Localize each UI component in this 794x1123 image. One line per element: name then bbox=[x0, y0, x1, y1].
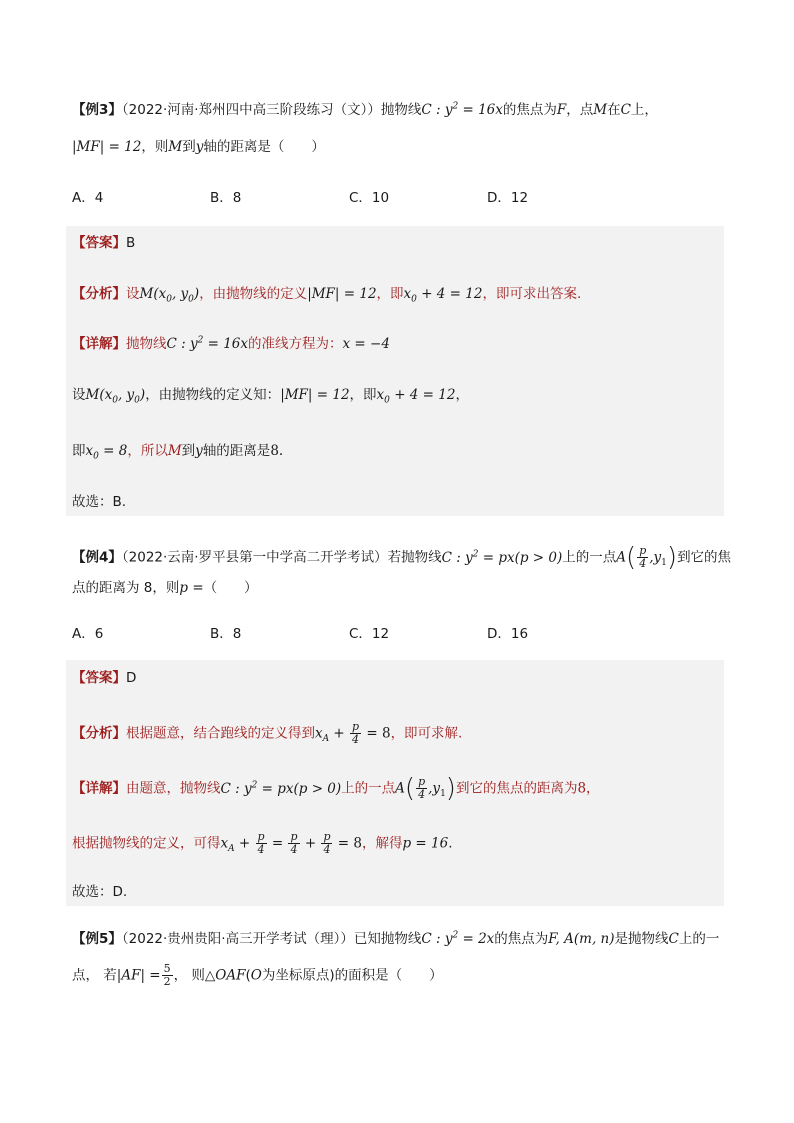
ex4-detail: 【详解】由题意，抛物线C : $y^2 = px(p > 0)$上的一点A( $\frac{p}{4}$ $,y_1$)到它的焦点的距离为8， bbox=[72, 773, 600, 804]
ex4-var-a: A bbox=[616, 549, 627, 566]
ex3-equation: C : $y^2 = 16x$ bbox=[421, 101, 503, 118]
ex3-eq-part: = 16x bbox=[203, 336, 249, 352]
ex3-point-part: M(x bbox=[85, 387, 113, 403]
ex3-analysis-text: 设 bbox=[126, 286, 140, 302]
ex4-frac-den: 4 bbox=[257, 843, 265, 856]
ex3-text: 的焦点为 bbox=[502, 102, 557, 118]
ex4-text: 若抛物线 bbox=[387, 549, 442, 566]
ex3-mf: |MF| = 12 bbox=[72, 139, 142, 155]
ex5-text: 已知抛物线 bbox=[353, 931, 422, 947]
ex4-cond: p > 0 bbox=[298, 780, 336, 797]
ex3-eq-lhs: C : y bbox=[421, 102, 453, 118]
ex3-option-b[interactable]: B．8 bbox=[210, 190, 242, 206]
ex3-detail-text: 设 bbox=[72, 387, 86, 403]
ex3-point-part: ) bbox=[193, 286, 200, 302]
ex3-eq-part: + 4 = 12 bbox=[389, 387, 456, 403]
ex4-eq-part: = 8 bbox=[333, 835, 362, 852]
ex3-answer bbox=[72, 233, 135, 253]
ex4-eq-part: = 8 bbox=[362, 725, 391, 742]
ex4-detail-text: ，解得 bbox=[361, 835, 403, 852]
ex4-text: 点的距离为 8，则 bbox=[72, 580, 180, 596]
ex3-point-part: ) bbox=[139, 387, 146, 403]
ex3-eq-rhs: = 16x bbox=[458, 102, 503, 118]
ex3-question-line2 bbox=[72, 137, 325, 157]
ex4-var-x: x bbox=[315, 725, 323, 742]
ex3-detail-text: 到 bbox=[181, 443, 196, 459]
ex4-source: （2022·云南·罗平县第一中学高二开学考试） bbox=[121, 549, 388, 566]
ex5-var-c: C bbox=[668, 931, 679, 947]
ex3-answer-tag: 【答案】 bbox=[72, 235, 126, 251]
ex4-answer bbox=[72, 668, 136, 688]
ex3-var-m: M bbox=[168, 139, 183, 155]
ex4-analysis-text: ，即可求解. bbox=[390, 725, 463, 742]
ex4-eq-part: C : y bbox=[220, 780, 252, 797]
ex4-text: 到它的焦 bbox=[677, 549, 732, 566]
ex3-eq-part: + 4 = 12 bbox=[416, 286, 483, 302]
ex3-detail-text: 抛物线 bbox=[126, 336, 167, 352]
ex3-detail-text: ，所以 bbox=[127, 443, 168, 459]
ex3-text: 上， bbox=[630, 102, 658, 118]
ex4-analysis-text: 根据题意，结合跑线的定义得到 bbox=[126, 725, 315, 742]
ex4-frac-den: 4 bbox=[639, 557, 647, 570]
ex3-analysis-text: ，即可求出答案. bbox=[482, 286, 582, 302]
ex3-analysis bbox=[72, 284, 581, 304]
ex4-frac bbox=[350, 721, 361, 746]
ex5-question-line2 bbox=[72, 963, 443, 988]
ex3-text: 到 bbox=[182, 139, 196, 155]
ex4-frac-num: p bbox=[257, 830, 265, 843]
ex3-solution-box bbox=[66, 226, 724, 516]
ex4-frac bbox=[416, 776, 427, 801]
ex3-detail-mf: |MF| = 12 bbox=[280, 387, 350, 403]
ex3-option-a[interactable]: A．4 bbox=[72, 190, 104, 206]
ex4-question-line2 bbox=[72, 578, 258, 598]
ex5-eq-part: C : y bbox=[421, 931, 453, 947]
ex4-frac-den: 4 bbox=[323, 843, 331, 856]
ex5-points: F, A(m, n) bbox=[548, 931, 615, 947]
ex4-detail-line2: 根据抛物线的定义，可得$x_A$ + $\frac{p}{4}$ = $\frac{p}{4}$ + $\frac{p}{4}$ = 8，解得p = 16. bbox=[72, 830, 453, 856]
ex5-text: 为坐标原点)的面积是（ ） bbox=[261, 967, 443, 984]
ex4-text: 上的一点 bbox=[562, 549, 617, 566]
ex3-var-m: M bbox=[167, 443, 182, 459]
ex3-analysis-point: $M(x_0$, $y_0$) bbox=[139, 286, 200, 305]
ex4-p-eq: p = bbox=[179, 580, 204, 596]
ex5-af: |AF| = bbox=[116, 967, 161, 984]
ex4-option-d[interactable]: D．16 bbox=[487, 626, 529, 642]
ex3-eq-part: C : y bbox=[166, 336, 198, 352]
ex3-choose: 故选：B. bbox=[72, 494, 127, 510]
ex3-option-d[interactable]: D．12 bbox=[487, 190, 529, 206]
ex3-answer-value: B bbox=[126, 235, 136, 251]
ex3-source: （2022·河南·郑州四中高三阶段练习（文）） bbox=[121, 102, 381, 118]
ex3-eq-part: = 8 bbox=[98, 443, 128, 459]
ex4-detail-tag: 【详解】 bbox=[72, 780, 126, 797]
ex4-detail-text: . bbox=[448, 835, 453, 852]
ex5-text: 点， 若 bbox=[72, 967, 117, 984]
ex5-triangle: △OAF bbox=[204, 967, 246, 984]
ex4-detail-text: 根据抛物线的定义，可得 bbox=[72, 835, 221, 852]
ex3-tag: 【例3】 bbox=[72, 102, 122, 118]
ex4-eq-part: = px bbox=[257, 780, 294, 797]
ex3-detail-text: 即 bbox=[72, 443, 86, 459]
ex3-var-c: C bbox=[620, 102, 631, 118]
ex4-detail-text: 上的一点 bbox=[341, 780, 396, 797]
ex4-detail-text: 由题意，抛物线 bbox=[126, 780, 221, 797]
ex3-directrix: x = −4 bbox=[342, 336, 390, 352]
ex3-option-c[interactable]: C．10 bbox=[349, 190, 390, 206]
ex4-answer-tag: 【答案】 bbox=[72, 670, 126, 686]
ex3-analysis-text: ，由抛物线的定义 bbox=[199, 286, 308, 302]
ex3-eq-part: x bbox=[85, 443, 94, 459]
ex4-frac bbox=[288, 831, 299, 856]
ex3-eq-part: x bbox=[403, 286, 412, 302]
ex3-analysis-tag: 【分析】 bbox=[72, 286, 126, 302]
ex3-eq-part: x bbox=[376, 387, 385, 403]
ex3-var-y: y bbox=[195, 443, 203, 459]
ex3-detail-text: 轴的距离是 bbox=[202, 443, 271, 459]
ex3-detail-text: ，即 bbox=[349, 387, 377, 403]
ex3-text: 抛物线 bbox=[380, 102, 422, 118]
ex4-frac-den: 4 bbox=[352, 733, 360, 746]
ex4-option-a[interactable]: A．6 bbox=[72, 626, 104, 642]
ex4-var-a: A bbox=[395, 780, 405, 797]
ex3-detail-point: $M(x_0$, $y_0$) bbox=[85, 387, 146, 406]
ex3-var-y: y bbox=[195, 139, 204, 155]
ex4-equation: C : $y^2 = px(p > 0)$ bbox=[441, 549, 563, 566]
ex3-point-part: , y bbox=[117, 387, 135, 403]
ex4-frac-den: 4 bbox=[418, 788, 426, 801]
ex4-frac-num: p bbox=[418, 775, 426, 788]
ex4-analysis-tag: 【分析】 bbox=[72, 725, 126, 742]
ex3-detail-line2 bbox=[72, 385, 469, 405]
ex3-detail-value: 8. bbox=[270, 443, 284, 459]
ex4-text: （ ） bbox=[203, 580, 258, 596]
ex3-analysis-mf: |MF| = 12 bbox=[307, 286, 377, 302]
ex5-frac-den: 2 bbox=[163, 975, 171, 988]
ex3-var-f: F bbox=[556, 102, 567, 118]
ex5-var-o: O bbox=[250, 967, 262, 984]
ex3-detail-text: 的准线方程为： bbox=[248, 336, 343, 352]
ex5-text: ， 则 bbox=[173, 967, 205, 984]
ex4-answer-value: D bbox=[126, 670, 137, 686]
ex4-frac-num: p bbox=[323, 830, 331, 843]
ex4-frac-num: p bbox=[352, 720, 360, 733]
ex4-frac bbox=[637, 545, 648, 570]
ex5-text: 是抛物线 bbox=[614, 931, 669, 947]
ex3-detail bbox=[72, 334, 390, 354]
ex3-text: ，点 bbox=[566, 102, 594, 118]
ex3-detail-text: ，由抛物线的定义知： bbox=[145, 387, 281, 403]
ex4-eq-part: C : y bbox=[441, 549, 473, 566]
ex4-frac bbox=[256, 831, 267, 856]
ex3-analysis-text: ，即 bbox=[376, 286, 404, 302]
ex5-tag: 【例5】 bbox=[72, 931, 122, 947]
ex4-detail-text: 8， bbox=[577, 780, 600, 797]
ex3-text: ，则 bbox=[141, 139, 169, 155]
ex4-frac bbox=[321, 831, 332, 856]
ex5-text: 的焦点为 bbox=[494, 931, 549, 947]
ex4-option-b[interactable]: B．8 bbox=[210, 626, 242, 642]
ex4-var-x: x bbox=[220, 835, 229, 852]
ex4-var-y: y bbox=[432, 780, 441, 797]
ex5-eq-part: = 2x bbox=[458, 931, 495, 947]
ex4-detail-eq: C : $y^2 = px(p > 0)$ bbox=[220, 780, 342, 797]
ex3-question-line1 bbox=[72, 100, 658, 120]
ex5-equation: C : $y^2 = 2x$ bbox=[421, 930, 495, 947]
ex3-analysis-eq: $x_0 + 4 = 12$ bbox=[403, 286, 483, 305]
ex5-frac bbox=[162, 963, 173, 988]
ex3-text: 轴的距离是（ ） bbox=[203, 139, 325, 155]
ex5-text: 上的一 bbox=[678, 931, 720, 947]
ex4-choose: 故选：D. bbox=[72, 884, 128, 900]
ex3-detail-line3 bbox=[72, 441, 283, 461]
ex4-question-line1: 【例4】（2022·云南·罗平县第一中学高二开学考试）若抛物线C : $y^2 = px(p > 0)$上的一点A( $\frac{p}{4}$ $,y_1$)到它的焦 bbox=[72, 542, 732, 573]
ex5-source: （2022·贵州贵阳·高三开学考试（理）） bbox=[121, 931, 354, 947]
ex3-detail-tag: 【详解】 bbox=[72, 336, 126, 352]
ex3-var-m: M bbox=[593, 102, 608, 118]
ex4-frac-num: p bbox=[639, 544, 647, 557]
ex4-frac-den: 4 bbox=[290, 843, 298, 856]
ex3-point-part: M(x bbox=[139, 286, 167, 302]
ex4-tag: 【例4】 bbox=[72, 549, 122, 566]
ex4-var-y: y bbox=[653, 549, 662, 566]
ex3-detail-eq: C : $y^2 = 16x$ bbox=[166, 335, 249, 352]
ex4-result: p = 16 bbox=[402, 835, 449, 852]
ex5-question-line1 bbox=[72, 929, 719, 949]
ex4-eq-part: = px bbox=[478, 549, 515, 566]
ex3-detail-eq2: $x_0 + 4 = 12$ bbox=[376, 387, 456, 406]
ex5-frac-num: 5 bbox=[163, 962, 171, 975]
ex3-detail-eq3: $x_0 = 8$ bbox=[85, 443, 128, 462]
ex3-text: 在 bbox=[607, 102, 621, 118]
ex3-detail-text: ， bbox=[455, 387, 469, 403]
ex4-cond: p > 0 bbox=[519, 549, 557, 566]
ex4-detail-text: 到它的焦点的距离为 bbox=[455, 780, 578, 797]
ex5-text: ( bbox=[245, 967, 251, 984]
ex4-analysis: 【分析】根据题意，结合跑线的定义得到$x_A$ + $\frac{p}{4}$ = 8，即可求解. bbox=[72, 720, 463, 746]
ex4-option-c[interactable]: C．12 bbox=[349, 626, 390, 642]
ex4-frac-num: p bbox=[290, 830, 298, 843]
ex3-point-part: , y bbox=[171, 286, 189, 302]
